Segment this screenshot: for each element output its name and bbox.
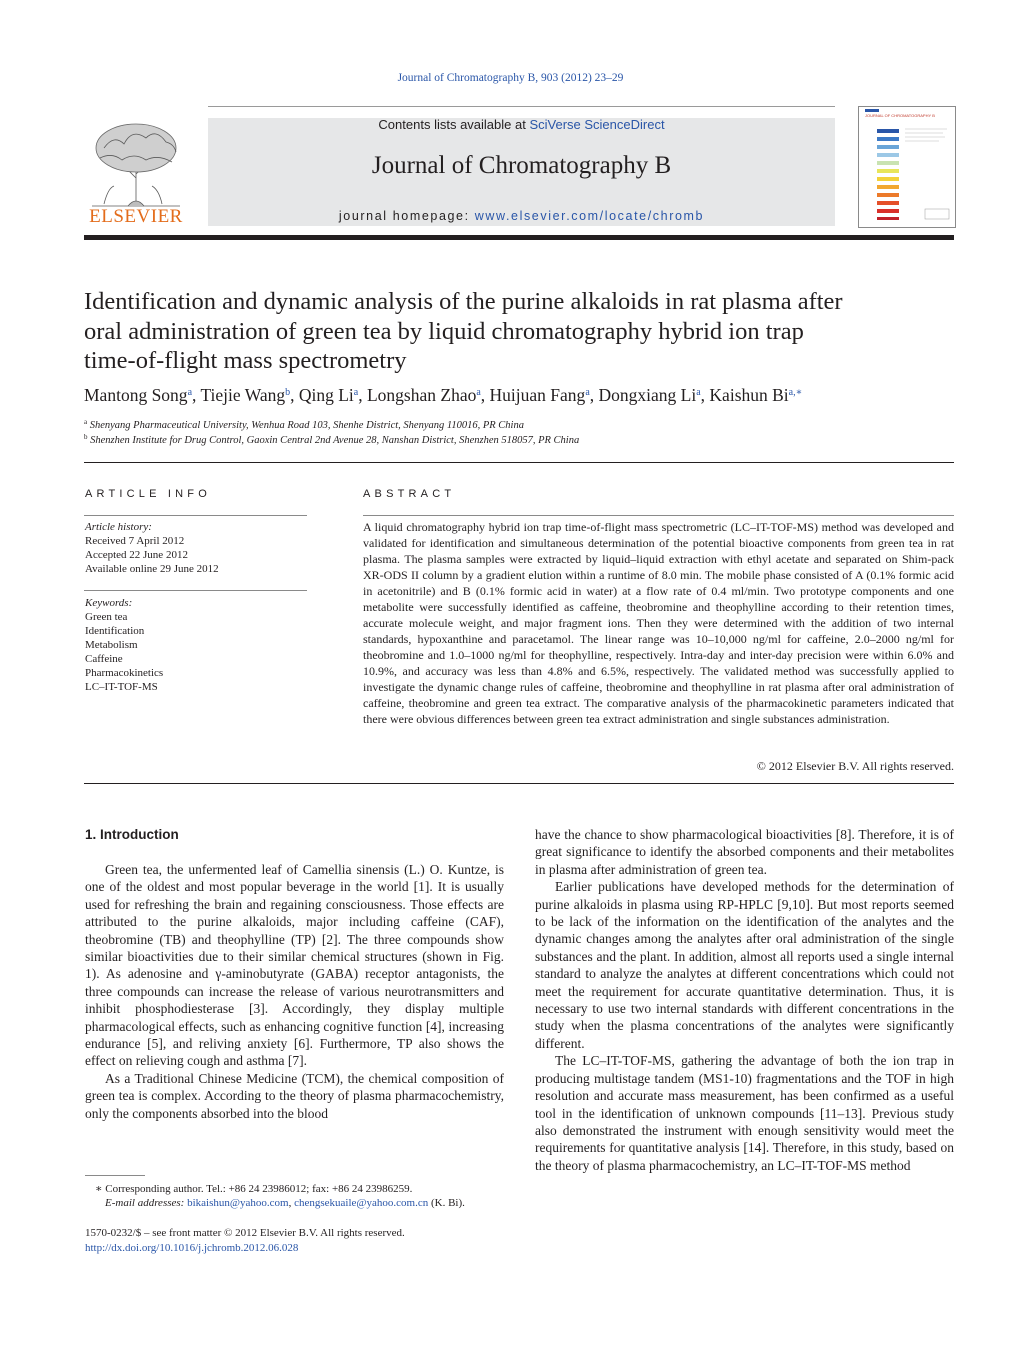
keyword: LC–IT-TOF-MS: [85, 681, 158, 693]
intro-paragraph: Green tea, the unfermented leaf of Camellia sinensis (L.) O. Kuntze, is one of the oldest and most popular beverage in the world [1]. It is usually used for refreshing the brain and regaining consciousness. Those effects are attributed to the purine alkaloids, major including caffeine (CAF), theobromine (TB) and theophylline (TP) [2]. The three compounds show similar bioactivities due to their similar chemical structures (shown in Fig. 1). As adenosine and γ-aminobutyrate (GABA) receptor antagonists, the three compounds can increase the release of various neurotransmitters and inhibit phosphodiesterase [3]. Accordingly, they display multiple pharmacological effects, such as enhancing cognitive function [4], increasing endurance [5], and reliving anxiety [6]. Furthermore, TP also shows the effect on relieving cough and asthma [7].: [85, 862, 504, 1069]
intro-paragraph: have the chance to show pharmacological bioactivities [8]. Therefore, it is of great significance to identify the absorbed components and their metabolites in plasma after administration of green tea.: [535, 827, 954, 877]
introduction-heading: 1. Introduction: [85, 827, 179, 842]
intro-paragraph: As a Traditional Chinese Medicine (TCM), the chemical composition of green tea is complex. According to the theory of plasma pharmacochemistry, only the components absorbed into the blood: [85, 1070, 504, 1121]
title-line: time-of-flight mass spectrometry: [84, 347, 407, 374]
contents-line: [208, 117, 835, 132]
email-label: E-mail addresses:: [105, 1197, 188, 1209]
author-name: Longshan Zhao: [366, 385, 477, 405]
history-label: Article history:: [85, 521, 152, 533]
author-name: Qing Li: [298, 385, 354, 405]
abstract-bottom-divider: [84, 783, 954, 784]
email-separator: ,: [288, 1197, 295, 1209]
homepage-link[interactable]: www.elsevier.com/locate/chromb: [474, 209, 705, 223]
keyword: Identification: [85, 625, 145, 637]
article-title: [84, 287, 964, 376]
history-online: Available online 29 June 2012: [85, 563, 219, 575]
affiliation-text: Shenzhen Institute for Drug Control, Gaoxin Central 2nd Avenue 28, Nanshan District, Shenzhen 518057, PR China: [90, 435, 580, 446]
author-name: Kaishun Bi: [709, 385, 789, 405]
issn-line: 1570-0232/$ – see front matter © 2012 Elsevier B.V. All rights reserved.: [85, 1227, 405, 1239]
author-name: Huijuan Fang: [489, 385, 586, 405]
abstract-text: A liquid chromatography hybrid ion trap time-of-flight mass spectrometric (LC–IT-TOF-MS) method was developed and validated for identification and simultaneous determination of the potential bioactive components from green tea in rat plasma. The plasma samples were extracted by liquid–liquid extraction with ethyl acetate and separated on Shim-pack XR-ODS II column by a gradient elution within a runtime of 8.0 min. The mobile phase consisted of A (0.1% formic acid in acetonitrile) and B (0.1% formic acid in water) at a flow rate of 0.4 ml/min. Two prototype components and one metabolite were successfully identified as caffeine, theobromine and theophylline according to their retention times, accurate molecule weight, and major fragment ions. Then they were determined with the addition of two internal standards, hypoxanthine and paracetamol. The linear range was 10–10,000 ng/ml for caffeine, 2.0–2000 ng/ml for theobromine and 1.0–1000 ng/ml for theophylline, respectively. Intra-day and inter-day precision were within 6.0% and 10.9%, and accuracy was less than 4.8% and 6.5%, respectively. The validated method was successfully applied to investigate the dynamic change rules of caffeine, theobromine and theophylline in rat plasma after oral administration of caffeine, theobromine and green tea extract. The comparative analysis of the pharmacokinetic parameters indicated that there were obvious differences between green tea extract administration and single substances administration.: [363, 520, 954, 726]
author-affiliation-link[interactable]: a: [353, 387, 359, 398]
author-affiliation-link[interactable]: a: [696, 387, 701, 398]
header-thick-rule: [84, 235, 954, 240]
affiliation-a: [84, 418, 524, 431]
article-info-divider: [84, 515, 307, 516]
author-affiliation-link[interactable]: a,∗: [788, 387, 803, 398]
author-name: Tiejie Wang: [200, 385, 286, 405]
homepage-prefix: journal homepage:: [338, 209, 475, 223]
keywords-divider: [84, 590, 307, 591]
abstract-heading: ABSTRACT: [363, 488, 456, 500]
keyword: Green tea: [85, 611, 128, 623]
keywords-label: Keywords:: [85, 597, 133, 609]
contents-prefix: Contents lists available at: [378, 117, 530, 132]
journal-reference[interactable]: Journal of Chromatography B, 903 (2012) 23–29: [397, 72, 624, 84]
keyword: Metabolism: [85, 639, 138, 651]
affiliation-label: b: [84, 433, 88, 441]
intro-paragraph: The LC–IT-TOF-MS, gathering the advantage of both the ion trap in producing multistage tandem (MS1-10) fragmentations and the TOF in high resolution and accurate mass measurement, has been confirmed as a useful tool in the identification of unknown compounds [11–13]. Previous study also demonstrated the instrument with enough sensitivity would meet the requirements for quantitative analysis [14]. Therefore, in this study, based on the theory of plasma pharmacochemistry, an LC–IT-TOF-MS method: [535, 1053, 954, 1173]
author-affiliation-link[interactable]: a: [476, 387, 481, 398]
intro-left-column: [85, 861, 504, 1122]
email-note: [105, 1196, 525, 1210]
title-line: Identification and dynamic analysis of the purine alkaloids in rat plasma after: [84, 288, 843, 315]
email-link[interactable]: chengsekuaile@yahoo.com.cn: [294, 1197, 429, 1209]
email-tail: (K. Bi).: [428, 1197, 465, 1209]
email-link[interactable]: bikaishun@yahoo.com: [187, 1197, 289, 1209]
keyword: Caffeine: [85, 653, 123, 665]
author-list: Mantong Song$^a$, Tiejie Wang$^b$, Qing Li$^a$, Longshan Zhao$^a$, Huijuan Fang$^a$, Dongxiang Li$^a$, Kaishun $Bi^{a,∗}$: [84, 385, 803, 405]
affiliation-label: a: [84, 418, 88, 426]
section-divider: [84, 462, 954, 463]
author-name: Mantong Song: [84, 385, 188, 405]
journal-title: Journal of Chromatography B: [371, 152, 672, 179]
history-accepted: Accepted 22 June 2012: [85, 549, 188, 561]
abstract-copyright: © 2012 Elsevier B.V. All rights reserved.: [756, 759, 954, 773]
keywords-block: [85, 596, 307, 694]
elsevier-wordmark: ELSEVIER: [89, 206, 183, 227]
cover-title: JOURNAL OF CHROMATOGRAPHY B: [865, 113, 935, 118]
history-received: Received 7 April 2012: [85, 535, 185, 547]
header-divider: [208, 106, 835, 107]
article-info-heading: ARTICLE INFO: [85, 488, 211, 500]
abstract-divider: [363, 515, 954, 516]
journal-cover-thumbnail[interactable]: [858, 106, 956, 228]
doi-link[interactable]: http://dx.doi.org/10.1016/j.jchromb.2012.06.028: [85, 1242, 299, 1254]
article-history: [85, 520, 307, 576]
affiliation-b: [84, 433, 579, 446]
intro-paragraph: Earlier publications have developed methods for the determination of purine alkaloids in plasma using RP-HPLC [9,10]. But most reports seemed to be lack of the information on the identification of the analytes and the dynamic changes among the analytes after oral administration of the single substances and the plant. In addition, almost all reports used a single internal standard to analyze the analytes at different concentrations which could not meet the requirement for accurate quantitative determination. Thus, it is necessary to use two internal standards with different concentrations in the study when the plasma concentrations of the analytes were significantly different.: [535, 879, 954, 1051]
author-name: Dongxiang Li: [598, 385, 697, 405]
author-affiliation-link[interactable]: a: [585, 387, 590, 398]
footnote-rule: [85, 1175, 145, 1176]
corresponding-author-note: ∗ Corresponding author. Tel.: +86 24 23986012; fax: +86 24 23986259.: [95, 1183, 413, 1195]
author-affiliation-link[interactable]: b: [285, 387, 291, 398]
journal-homepage: [208, 209, 835, 223]
intro-right-column: [535, 826, 954, 1174]
sciencedirect-link[interactable]: SciVerse ScienceDirect: [529, 117, 665, 132]
title-line: oral administration of green tea by liquid chromatography hybrid ion trap: [84, 317, 804, 345]
keyword: Pharmacokinetics: [85, 667, 164, 679]
author-affiliation-link[interactable]: a: [187, 387, 193, 398]
affiliation-text: Shenyang Pharmaceutical University, Wenhua Road 103, Shenhe District, Shenyang 110016, PR China: [89, 420, 524, 431]
